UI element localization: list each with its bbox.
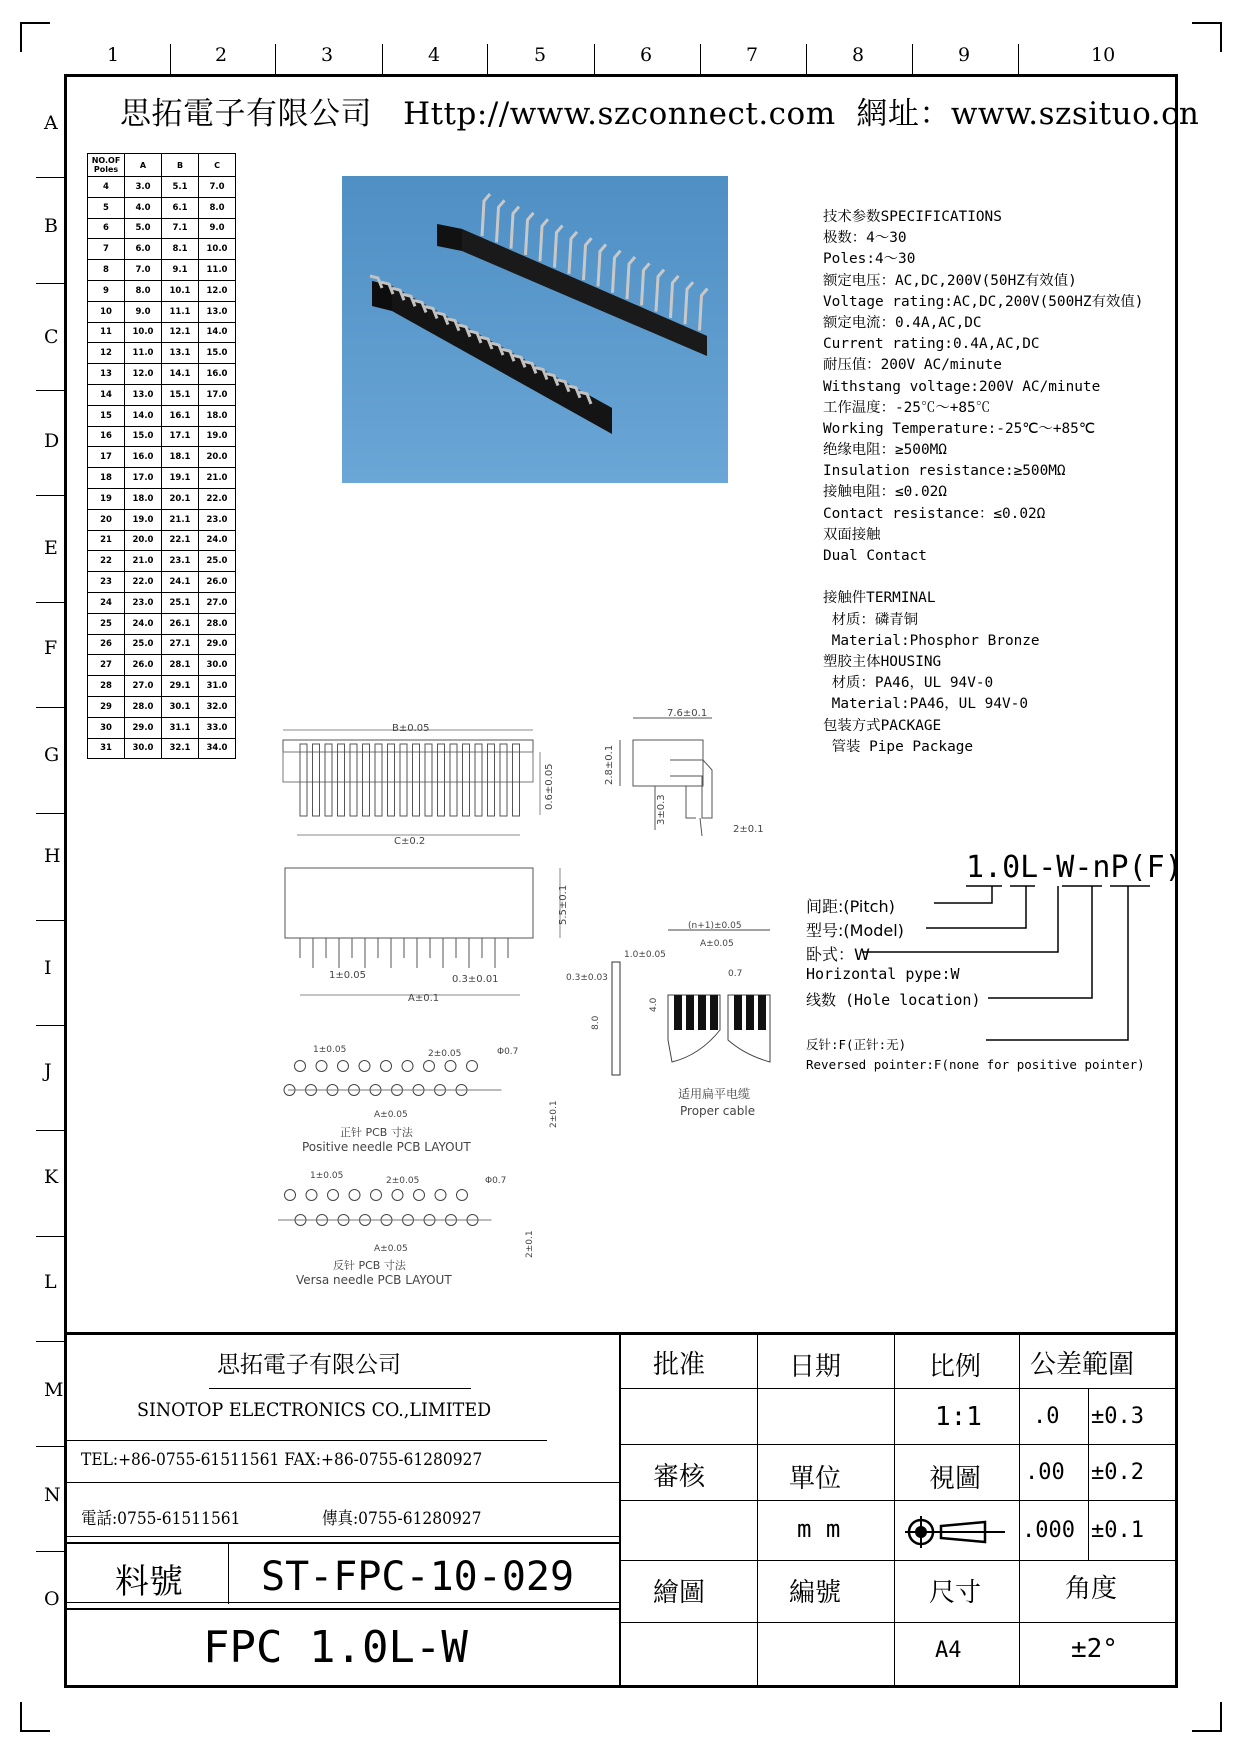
cable-n1: (n+1)±0.05	[688, 921, 742, 931]
spec-line: 包装方式PACKAGE	[823, 717, 942, 734]
dim-table-cell: 22	[88, 551, 125, 572]
dim-table-cell: 14.0	[125, 405, 162, 426]
dim-table-cell: 29	[88, 696, 125, 717]
dim-table-cell: 26	[88, 634, 125, 655]
dim-table-cell: 17.0	[199, 384, 236, 405]
dim-a: A±0.1	[408, 993, 440, 1004]
front-pin	[513, 744, 520, 816]
cable-cn: 适用扁平电缆	[678, 1087, 751, 1101]
dim-table-cell: 34.0	[199, 738, 236, 759]
spec-line: 额定电流：0.4A,AC,DC	[823, 314, 982, 331]
pcb-rev-1: 1±0.05	[310, 1171, 344, 1181]
spec-line: 管装 Pipe Package	[823, 738, 974, 755]
pcb-hole	[338, 1061, 349, 1072]
dim-table-cell: 13.1	[162, 343, 199, 364]
tb-size-label: 尺寸	[929, 1578, 982, 1608]
pn-model: 型号:(Model)	[806, 921, 904, 940]
dim-table-cell: 5.1	[162, 177, 199, 198]
dim-table-cell: 9	[88, 280, 125, 301]
dim-table-cell: 27.0	[125, 676, 162, 697]
row-letter: G	[44, 744, 60, 766]
dim-table-cell: 11.0	[125, 343, 162, 364]
dim-table-cell: 5	[88, 197, 125, 218]
dim-table-cell: 29.0	[125, 717, 162, 738]
front-pin	[488, 744, 495, 816]
dim-table-cell: 27	[88, 655, 125, 676]
dim-table-cell: 16.0	[199, 364, 236, 385]
dim-table-cell: 15	[88, 405, 125, 426]
dim-table-cell: 16	[88, 426, 125, 447]
dim-table-cell: 17.0	[125, 468, 162, 489]
tb-unit-label: 單位	[789, 1464, 842, 1494]
pcb-hole	[435, 1190, 446, 1201]
tb-tol-2-key: .000	[1022, 1518, 1075, 1543]
dim-table-cell: 9.0	[199, 218, 236, 239]
dim-table-cell: 14.1	[162, 364, 199, 385]
tb-company-cn: 思拓電子有限公司	[217, 1352, 401, 1378]
dim-table-cell: 6	[88, 218, 125, 239]
dim-table-cell: 27.1	[162, 634, 199, 655]
tb-tol-2-val: ±0.1	[1091, 1518, 1144, 1543]
row-letter: O	[44, 1588, 60, 1610]
dim-table-cell: 7.0	[125, 260, 162, 281]
pcb-hole	[371, 1190, 382, 1201]
spec-line: 塑胶主体HOUSING	[823, 653, 942, 670]
dim-table-cell: 14.0	[199, 322, 236, 343]
spec-line: 额定电压：AC,DC,200V(50HZ有效值)	[823, 272, 1077, 289]
dim-table-cell: 27.0	[199, 592, 236, 613]
pcb-pos-phi: Φ0.7	[497, 1047, 519, 1057]
dim-table-cell: 13.0	[199, 301, 236, 322]
tb-view-label: 視圖	[929, 1464, 982, 1494]
tb-tol-1-val: ±0.2	[1091, 1460, 1144, 1485]
pcb-hole	[392, 1190, 403, 1201]
tb-date: 日期	[789, 1352, 842, 1382]
tb-part-no: ST-FPC-10-029	[261, 1554, 575, 1600]
spec-line: Current rating:0.4A,AC,DC	[823, 336, 1040, 353]
pcb-hole	[306, 1190, 317, 1201]
column-number: 6	[640, 44, 653, 66]
pcb-hole	[316, 1061, 327, 1072]
front-pin	[338, 744, 345, 816]
dim-table-cell: 23.0	[125, 592, 162, 613]
front-pin	[463, 744, 470, 816]
pcb-hole	[445, 1061, 456, 1072]
spec-line: 绝缘电阻：≥500MΩ	[823, 442, 947, 459]
row-letter: E	[44, 537, 58, 559]
dim-table-cell: 7.1	[162, 218, 199, 239]
cable-en: Proper cable	[680, 1104, 756, 1118]
spec-line: 技术参数SPECIFICATIONS	[823, 209, 1002, 225]
dim-table-header: B	[162, 154, 199, 177]
tb-tol-0-val: ±0.3	[1091, 1404, 1144, 1429]
dim-table-cell: 28.0	[199, 613, 236, 634]
front-pin	[350, 744, 357, 816]
pcb-hole	[402, 1061, 413, 1072]
dim-table-cell: 31.1	[162, 717, 199, 738]
row-letter: I	[44, 957, 52, 979]
side-2: 2±0.1	[733, 824, 764, 835]
dim-table-cell: 26.1	[162, 613, 199, 634]
dim-table-cell: 4	[88, 177, 125, 198]
dim-06: 0.6±0.05	[544, 763, 555, 810]
dim-table-cell: 21	[88, 530, 125, 551]
side-3: 3±0.3	[656, 794, 667, 825]
column-number: 3	[321, 44, 334, 66]
spec-line: Contact resistance：≤0.02Ω	[823, 505, 1046, 522]
dim-table-cell: 8.0	[125, 280, 162, 301]
dim-table-cell: 12.1	[162, 322, 199, 343]
pn-reverse-en: Reversed pointer:F(none for positive pointer)	[806, 1057, 1145, 1072]
spec-line: 接触电阻：≤0.02Ω	[823, 484, 947, 501]
front-pin	[325, 744, 332, 816]
tb-unit: m m	[797, 1515, 841, 1543]
row-letter: B	[44, 215, 58, 237]
dim-table-cell: 13	[88, 364, 125, 385]
dim-table-cell: 30.0	[125, 738, 162, 759]
pcb-hole	[328, 1190, 339, 1201]
dim-table-cell: 18.0	[125, 488, 162, 509]
row-letter: N	[44, 1484, 61, 1506]
dim-table-cell: 11.0	[199, 260, 236, 281]
tb-tel-fax: TEL:+86-0755-61511561 FAX:+86-0755-61280927	[81, 1450, 483, 1470]
front-pin	[475, 744, 482, 816]
row-letter: M	[44, 1379, 64, 1401]
dim-table-cell: 26.0	[199, 572, 236, 593]
dim-03: 0.3±0.01	[452, 974, 499, 985]
dim-55: 5.5±0.1	[558, 884, 569, 925]
pcb-pos-cn: 正针 PCB 寸法	[340, 1126, 413, 1139]
pcb-hole	[349, 1190, 360, 1201]
dim-table-cell: 31	[88, 738, 125, 759]
dim-table-cell: 25.0	[125, 634, 162, 655]
front-pin	[363, 744, 370, 816]
dim-table-cell: 24.1	[162, 572, 199, 593]
dim-table-cell: 17.1	[162, 426, 199, 447]
column-number: 9	[958, 44, 971, 66]
header-site: 網址：www.szsituo.cn	[856, 96, 1200, 132]
tb-scale-label: 比例	[929, 1352, 982, 1382]
dim-table-cell: 23.0	[199, 509, 236, 530]
spec-line: 工作温度：-25℃～+85℃	[823, 399, 991, 416]
dim-table-cell: 28.0	[125, 696, 162, 717]
dim-table-cell: 20.0	[199, 447, 236, 468]
dim-table-cell: 32.1	[162, 738, 199, 759]
dim-table-cell: 15.1	[162, 384, 199, 405]
dim-table-cell: 23.1	[162, 551, 199, 572]
dim-table-cell: 28.1	[162, 655, 199, 676]
tb-number-label: 編號	[789, 1578, 842, 1608]
dim-table-cell: 19.1	[162, 468, 199, 489]
dim-table-cell: 10.1	[162, 280, 199, 301]
dim-table-cell: 15.0	[199, 343, 236, 364]
pcb-hole	[424, 1061, 435, 1072]
dim-table-cell: 30	[88, 717, 125, 738]
spec-line: 材质：PA46，UL 94V-0	[823, 675, 994, 692]
tb-fax-cn: 傳真:0755-61280927	[322, 1509, 482, 1529]
row-letter: K	[44, 1166, 59, 1188]
dim-b: B±0.05	[392, 723, 430, 734]
pn-type-en: Horizontal pype:W	[806, 965, 960, 983]
tb-scale: 1:1	[935, 1402, 982, 1432]
row-letter: L	[44, 1271, 57, 1293]
dim-table-cell: 3.0	[125, 177, 162, 198]
dim-table-cell: 10	[88, 301, 125, 322]
pcb-hole	[359, 1061, 370, 1072]
dim-table-cell: 4.0	[125, 197, 162, 218]
pcb-hole	[457, 1190, 468, 1201]
column-number: 1	[107, 44, 120, 66]
dim-table-cell: 23	[88, 572, 125, 593]
dim-table-cell: 29.1	[162, 676, 199, 697]
cable-a: A±0.05	[700, 939, 734, 949]
spec-line: Withstang voltage:200V AC/minute	[823, 378, 1101, 395]
tb-tolerance-label: 公差範圍	[1030, 1350, 1135, 1380]
dim-table-cell: 12.0	[125, 364, 162, 385]
spec-line: Voltage rating:AC,DC,200V(500HZ有效值)	[823, 293, 1144, 310]
pcb-rev-en: Versa needle PCB LAYOUT	[296, 1273, 452, 1287]
spec-line: 双面接触	[823, 526, 881, 543]
tb-angle: ±2°	[1071, 1634, 1118, 1664]
front-pin	[500, 744, 507, 816]
pcb-rev-phi: Φ0.7	[485, 1176, 507, 1186]
dim-table-cell: 20.0	[125, 530, 162, 551]
cable-4: 4.0	[649, 997, 659, 1012]
dim-table-cell: 14	[88, 384, 125, 405]
dim-table-header: NO.OF Poles	[88, 154, 125, 177]
dim-table-cell: 25.1	[162, 592, 199, 613]
dim-table-cell: 5.0	[125, 218, 162, 239]
dim-table-cell: 12.0	[199, 280, 236, 301]
spec-line: Dual Contact	[823, 548, 927, 564]
pn-type: 卧式：W	[806, 945, 870, 964]
front-pin	[375, 744, 382, 816]
dim-table-cell: 32.0	[199, 696, 236, 717]
dim-table-cell: 6.1	[162, 197, 199, 218]
side-28: 2.8±0.1	[604, 744, 615, 785]
pcb-hole	[285, 1190, 296, 1201]
side-76: 7.6±0.1	[667, 708, 708, 719]
spec-line: Material:PA46，UL 94V-0	[823, 696, 1028, 713]
spec-line: Insulation resistance:≥500MΩ	[823, 463, 1066, 480]
dim-table-cell: 18	[88, 468, 125, 489]
column-number: 4	[428, 44, 441, 66]
dim-c: C±0.2	[394, 836, 426, 847]
front-pin	[300, 744, 307, 816]
dim-table-cell: 24.0	[199, 530, 236, 551]
pcb-pos-21: 2±0.1	[549, 1100, 559, 1128]
tb-tol-1-key: .00	[1025, 1460, 1065, 1485]
front-pin	[400, 744, 407, 816]
dim-table-cell: 10.0	[125, 322, 162, 343]
front-pin	[425, 744, 432, 816]
dim-table-cell: 12	[88, 343, 125, 364]
row-letter: C	[44, 326, 59, 348]
spec-line: Material:Phosphor Bronze	[823, 632, 1040, 649]
dim-table-cell: 24.0	[125, 613, 162, 634]
dim-table-cell: 18.0	[199, 405, 236, 426]
pcb-pos-1: 1±0.05	[313, 1045, 347, 1055]
dim-table-cell: 9.0	[125, 301, 162, 322]
dim-table-cell: 19.0	[125, 509, 162, 530]
pcb-layout-reversed	[278, 1190, 492, 1226]
dim-table-cell: 6.0	[125, 239, 162, 260]
spec-line: 材质：磷青铜	[823, 611, 919, 628]
dim-table-cell: 11.1	[162, 301, 199, 322]
dim-table-cell: 31.0	[199, 676, 236, 697]
dim-table-cell: 25	[88, 613, 125, 634]
column-number: 7	[746, 44, 759, 66]
front-pin	[450, 744, 457, 816]
dim-table-cell: 24	[88, 592, 125, 613]
spec-line: 耐压值：200V AC/minute	[823, 357, 1002, 374]
dim-table-cell: 20	[88, 509, 125, 530]
row-letter: J	[44, 1060, 52, 1082]
dim-table-cell: 25.0	[199, 551, 236, 572]
dim-table-header: A	[125, 154, 162, 177]
dim-table-cell: 7	[88, 239, 125, 260]
dim-table-cell: 33.0	[199, 717, 236, 738]
dim-table-cell: 10.0	[199, 239, 236, 260]
tb-approve: 批准	[653, 1350, 706, 1380]
column-number: 8	[852, 44, 865, 66]
dim-table-cell: 16.0	[125, 447, 162, 468]
spec-line: 极数：4～30	[823, 230, 907, 247]
front-view	[283, 730, 540, 835]
title-block	[67, 1332, 1175, 1685]
tb-phone-cn: 電話:0755-61511561	[81, 1509, 241, 1529]
dim-table-cell: 22.0	[125, 572, 162, 593]
top-view	[285, 868, 560, 995]
projection-symbol-icon	[905, 1514, 1015, 1550]
pcb-pos-2: 2±0.05	[428, 1049, 462, 1059]
dim-table-cell: 16.1	[162, 405, 199, 426]
pcb-hole	[381, 1061, 392, 1072]
pn-reverse: 反针:F(正针:无)	[806, 1037, 907, 1052]
tb-company-en: SINOTOP ELECTRONICS CO.,LIMITED	[137, 1399, 492, 1421]
pcb-hole	[414, 1190, 425, 1201]
dim-table-cell: 20.1	[162, 488, 199, 509]
dim-table-cell: 8	[88, 260, 125, 281]
row-letter: F	[44, 637, 58, 659]
dim-table-cell: 8.1	[162, 239, 199, 260]
dim-table-cell: 29.0	[199, 634, 236, 655]
column-number: 10	[1091, 44, 1116, 66]
pcb-rev-21: 2±0.1	[525, 1230, 535, 1258]
pcb-layout-positive	[284, 1061, 502, 1096]
dim-table-cell: 11	[88, 322, 125, 343]
front-pin	[388, 744, 395, 816]
dim-1: 1±0.05	[329, 970, 367, 981]
tb-part-no-label: 料號	[115, 1562, 183, 1602]
tb-size: A4	[935, 1638, 962, 1663]
dim-table-cell: 22.0	[199, 488, 236, 509]
dim-table-cell: 26.0	[125, 655, 162, 676]
dim-table-cell: 19	[88, 488, 125, 509]
pcb-rev-2: 2±0.05	[386, 1176, 420, 1186]
dim-table-cell: 8.0	[199, 197, 236, 218]
cable-07: 0.7	[728, 969, 743, 979]
pcb-hole	[295, 1061, 306, 1072]
column-number: 5	[534, 44, 547, 66]
dim-table-cell: 21.0	[199, 468, 236, 489]
pn-pitch: 间距:(Pitch)	[806, 897, 895, 916]
pcb-rev-a: A±0.05	[374, 1244, 408, 1254]
dim-table-cell: 17	[88, 447, 125, 468]
front-pin	[438, 744, 445, 816]
spec-line: Working Temperature:-25℃～+85℃	[823, 420, 1095, 437]
tb-product: FPC 1.0L-W	[203, 1622, 468, 1673]
dim-table-cell: 30.0	[199, 655, 236, 676]
dim-table-cell: 13.0	[125, 384, 162, 405]
dim-table-cell: 7.0	[199, 177, 236, 198]
dim-table-cell: 28	[88, 676, 125, 697]
spec-line: Poles:4～30	[823, 251, 916, 268]
dim-table-header: C	[199, 154, 236, 177]
pcb-rev-cn: 反针 PCB 寸法	[333, 1259, 406, 1272]
row-letter: A	[44, 112, 58, 134]
pcb-pos-a: A±0.05	[374, 1110, 408, 1120]
column-number: 2	[215, 44, 228, 66]
dim-table-cell: 18.1	[162, 447, 199, 468]
part-number-code: 1.0L-W-nP(F)	[966, 850, 1183, 885]
dim-table-cell: 21.0	[125, 551, 162, 572]
pcb-pos-en: Positive needle PCB LAYOUT	[302, 1140, 471, 1154]
row-letter: D	[44, 430, 60, 452]
cable-1: 1.0±0.05	[624, 950, 666, 960]
tb-review: 審核	[653, 1462, 706, 1492]
dim-table-cell: 30.1	[162, 696, 199, 717]
tb-drawn: 繪圖	[653, 1578, 706, 1608]
pcb-hole	[467, 1061, 478, 1072]
spec-line: 接触件TERMINAL	[823, 590, 936, 607]
dim-table-cell: 21.1	[162, 509, 199, 530]
header-company: 思拓電子有限公司	[120, 96, 372, 132]
header-url: Http://www.szconnect.com	[403, 96, 836, 132]
dim-table-cell: 19.0	[199, 426, 236, 447]
cable-8: 8.0	[591, 1015, 601, 1030]
pn-holes: 线数 (Hole location)	[806, 991, 981, 1009]
dim-table-cell: 9.1	[162, 260, 199, 281]
dim-table-cell: 15.0	[125, 426, 162, 447]
front-pin	[413, 744, 420, 816]
tb-angle-label: 角度	[1065, 1574, 1118, 1604]
front-pin	[313, 744, 320, 816]
row-letter: H	[44, 845, 61, 867]
dim-table-cell: 22.1	[162, 530, 199, 551]
cable-03: 0.3±0.03	[566, 973, 608, 983]
tb-tol-0-key: .0	[1033, 1404, 1060, 1429]
